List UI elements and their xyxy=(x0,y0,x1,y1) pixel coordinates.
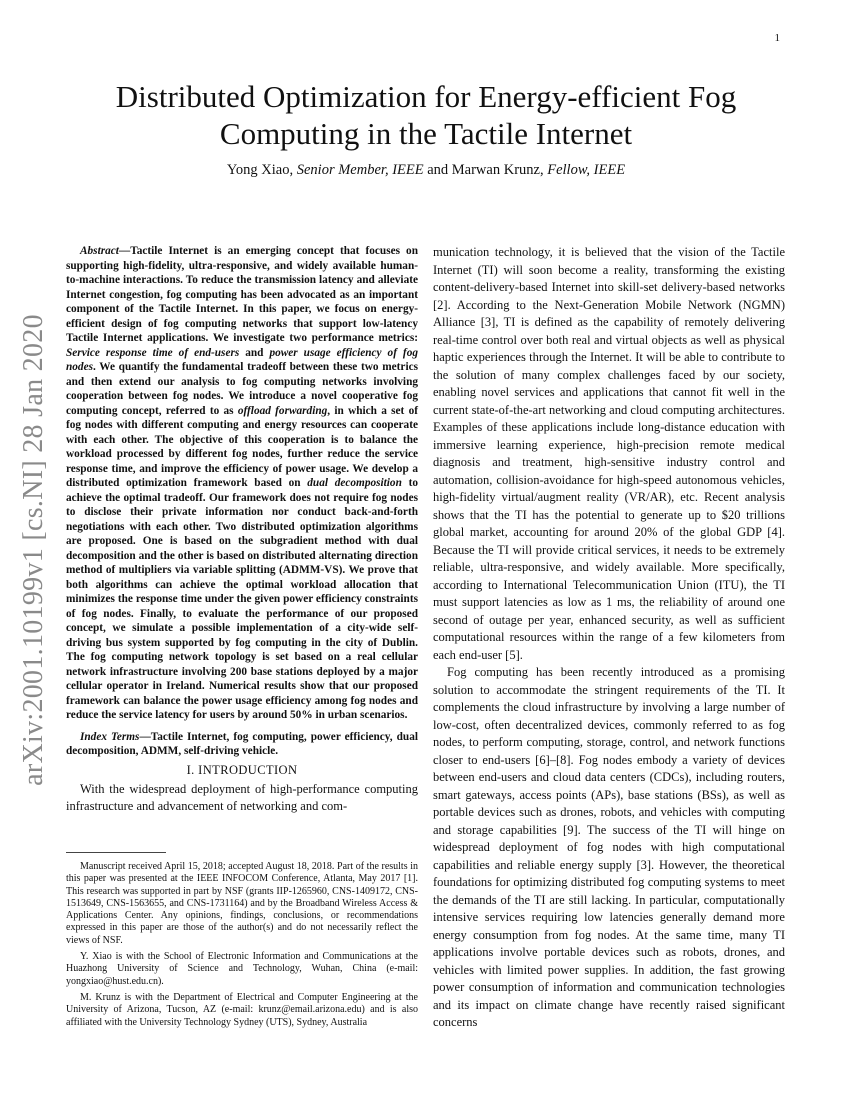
abstract-label: Abstract xyxy=(80,245,119,257)
footnote-manuscript: Manuscript received April 15, 2018; accepted August 18, 2018. Part of the results in this paper was presented at the IEEE INFOCOM Conference, Atlanta, May 2017 [1]. This research was supported in part by NSF (grants IIP-1265960, CNS-1409172, CNS-1513649, CNS-1563655, and CNS-1731164) and by the Broadband Wireless Access & Applications Center. Any opinions, findings, conclusions, or recommendations expressed in this paper are those of the author(s) and do not necessarily reflect the views of NSF. xyxy=(66,861,418,946)
abstract-text-1: —Tactile Internet is an emerging concept that focuses on supporting high-fidelity, ultra-responsive, and widely available human-to-machine interactions. To reduce the transmission latency and alleviate Internet congestion, fog computing has been advocated as an important component of the Tactile Internet. In this paper, we focus on energy-efficient design of fog computing networks that support low-latency Tactile Internet applications. We investigate two performance metrics: xyxy=(66,245,418,344)
intro-paragraph-start: With the widespread deployment of high-performance computing infrastructure and advancement of networking and com- xyxy=(66,781,418,813)
section-heading-introduction: I. INTRODUCTION xyxy=(186,762,298,777)
footnote-author-1: Y. Xiao is with the School of Electronic Information and Communications at the Huazhong University of Science and Technology, Wuhan, China (e-mail: yongxiao@hust.edu.cn). xyxy=(66,951,418,987)
abstract-metric-2: power usage efficiency of fog nodes xyxy=(66,346,418,373)
right-column xyxy=(433,244,785,1032)
footnote-author-2: M. Krunz is with the Department of Electrical and Computer Engineering at the University of Arizona, Tucson, AZ (e-mail: krunz@email.arizona.edu) and is also affiliated with the University Technology Sydney (UTS), Sydney, Australia xyxy=(66,991,418,1028)
author-2: and Marwan Krunz, xyxy=(423,162,548,178)
paper-title: Distributed Optimization for Energy-efficient Fog Computing in the Tactile Internet xyxy=(115,79,737,151)
abstract xyxy=(66,244,418,723)
intro-paragraph-1: munication technology, it is believed that the vision of the Tactile Internet (TI) will soon become a reality, transforming the existing content-delivery-based Internet into skill-set delivery-based networks [2]. According to the Next-Generation Mobile Network (NGMN) Alliance [3], TI is defined as the capability of remotely delivering real-time control over both real and virtual objects as well as physical haptic experiences through the Internet. It will be able to contribute to the solution of many complex challenges faced by our society, enabling novel services and applications that cannot fit well in the current state-of-the-art networking and cloud computing architectures. Examples of these applications include long-distance education with immersive learning experience, high-precision remote medical diagnosis and treatment, high-sensitive industry control and automation, collision-avoidance for high-speed autonomous vehicles, high-fidelity virtual/augment reality (VR/AR), etc. Recent analysis shows that the TI has the potential to generate up to $20 trillions global market, accounting for around 20% of the global GDP [4]. Because the TI will provide critical services, it needs to be extremely reliable, ultra-responsive, and widely available. More specifically, according to International Telecommunication Union (ITU), the TI must support latencies as low as 1 ms, the reliability of around one second of outage per year, enhanced security, as well as sufficient computational resources within the range of a few kilometers from each end-user [5]. xyxy=(433,245,785,662)
author-1-title: Senior Member, IEEE xyxy=(296,162,424,178)
page-number: 1 xyxy=(774,32,780,44)
author-1: Yong Xiao, xyxy=(226,162,297,178)
index-terms xyxy=(66,730,418,759)
abstract-concept: offload forwarding xyxy=(237,404,328,417)
abstract-text-4: , in which a set of fog nodes with different computing and energy resources can cooperate with each other. The objective of this cooperation is to balance the workload processed by different fog nodes, further reduce the service response time, and improve the efficiency of power usage. We develop a distributed optimization framework based on xyxy=(66,404,418,489)
author-2-title: Fellow, IEEE xyxy=(547,162,626,178)
intro-paragraph-2: Fog computing has been recently introduced as a promising solution to accommodate the stringent requirements of the TI. It complements the cloud infrastructure by involving a large number of low-cost, often decentralized devices, commonly referred to as fog nodes, to perform computing, storage, control, and network functions closer to end-users [6]–[8]. Fog nodes embody a variety of devices between end-users and cloud data centers (CDCs), including routers, smart gateways, access points (APs), base stations (BSs), as well as portable devices such as drones, robots, and vehicles with computing and storage capabilities [9]. The success of the TI will hinge on widespread deployment of fog nodes with high computational capabilities and reliable energy supply [3]. However, the theoretical foundations for optimizing distributed fog computing systems to meet the demands of the TI are still lacking. In particular, computationally intensive services requiring low latencies generally demand more energy consumption from fog nodes. At the same time, many TI applications involve portable devices such as robots, drones, and vehicles with limited power supplies. In addition, the fast growing power consumption of information and communication technologies and its impact on climate change have recently raised significant concerns xyxy=(433,665,785,1029)
author-line xyxy=(66,162,786,179)
left-column xyxy=(66,244,418,816)
arxiv-identifier-text: arXiv:2001.10199v1 [cs.NI] 28 Jan 2020 xyxy=(18,314,49,786)
abstract-text-2: and xyxy=(239,346,270,359)
abstract-text-5: to achieve the optimal tradeoff. Our framework does not require fog nodes to disclose their private information nor conduct back-and-forth negotiations with each other. Two distributed optimization algorithms are proposed. One is based on the subgradient method with dual decomposition and the other is based on distributed alternating direction method of multipliers via variable splitting (ADMM-VS). We prove that both algorithms can achieve the optimal workload allocation that minimizes the response time under the given power efficiency constraints of fog nodes. Finally, to evaluate the performance of our proposed concept, we simulate a possible implementation of a city-wide self-driving bus system supported by fog computing in the city of Dublin. The fog computing network topology is set based on a real cellular network infrastructure involving 200 base stations deployed by a major cellular operator in Ireland. Numerical results show that our proposed framework can balance the power usage efficiency among fog nodes and reduce the service latency for users by around 50% in urban scenarios. xyxy=(66,477,418,721)
abstract-metric-1: Service response time of end-users xyxy=(66,346,240,359)
abstract-method: dual decomposition xyxy=(307,477,402,489)
arxiv-identifier xyxy=(6,300,62,800)
index-terms-text: —Tactile Internet, fog computing, power efficiency, dual decomposition, ADMM, self-driving vehicle. xyxy=(66,730,418,757)
footnotes xyxy=(66,861,418,1033)
abstract-text-3: . We quantify the fundamental tradeoff between these two metrics and then extend our analysis to fog computing networks involving cooperation between fog nodes. We introduce a novel cooperative fog computing concept, referred to as xyxy=(66,361,418,417)
footnote-separator xyxy=(66,852,166,853)
index-terms-label: Index Terms xyxy=(80,730,140,743)
